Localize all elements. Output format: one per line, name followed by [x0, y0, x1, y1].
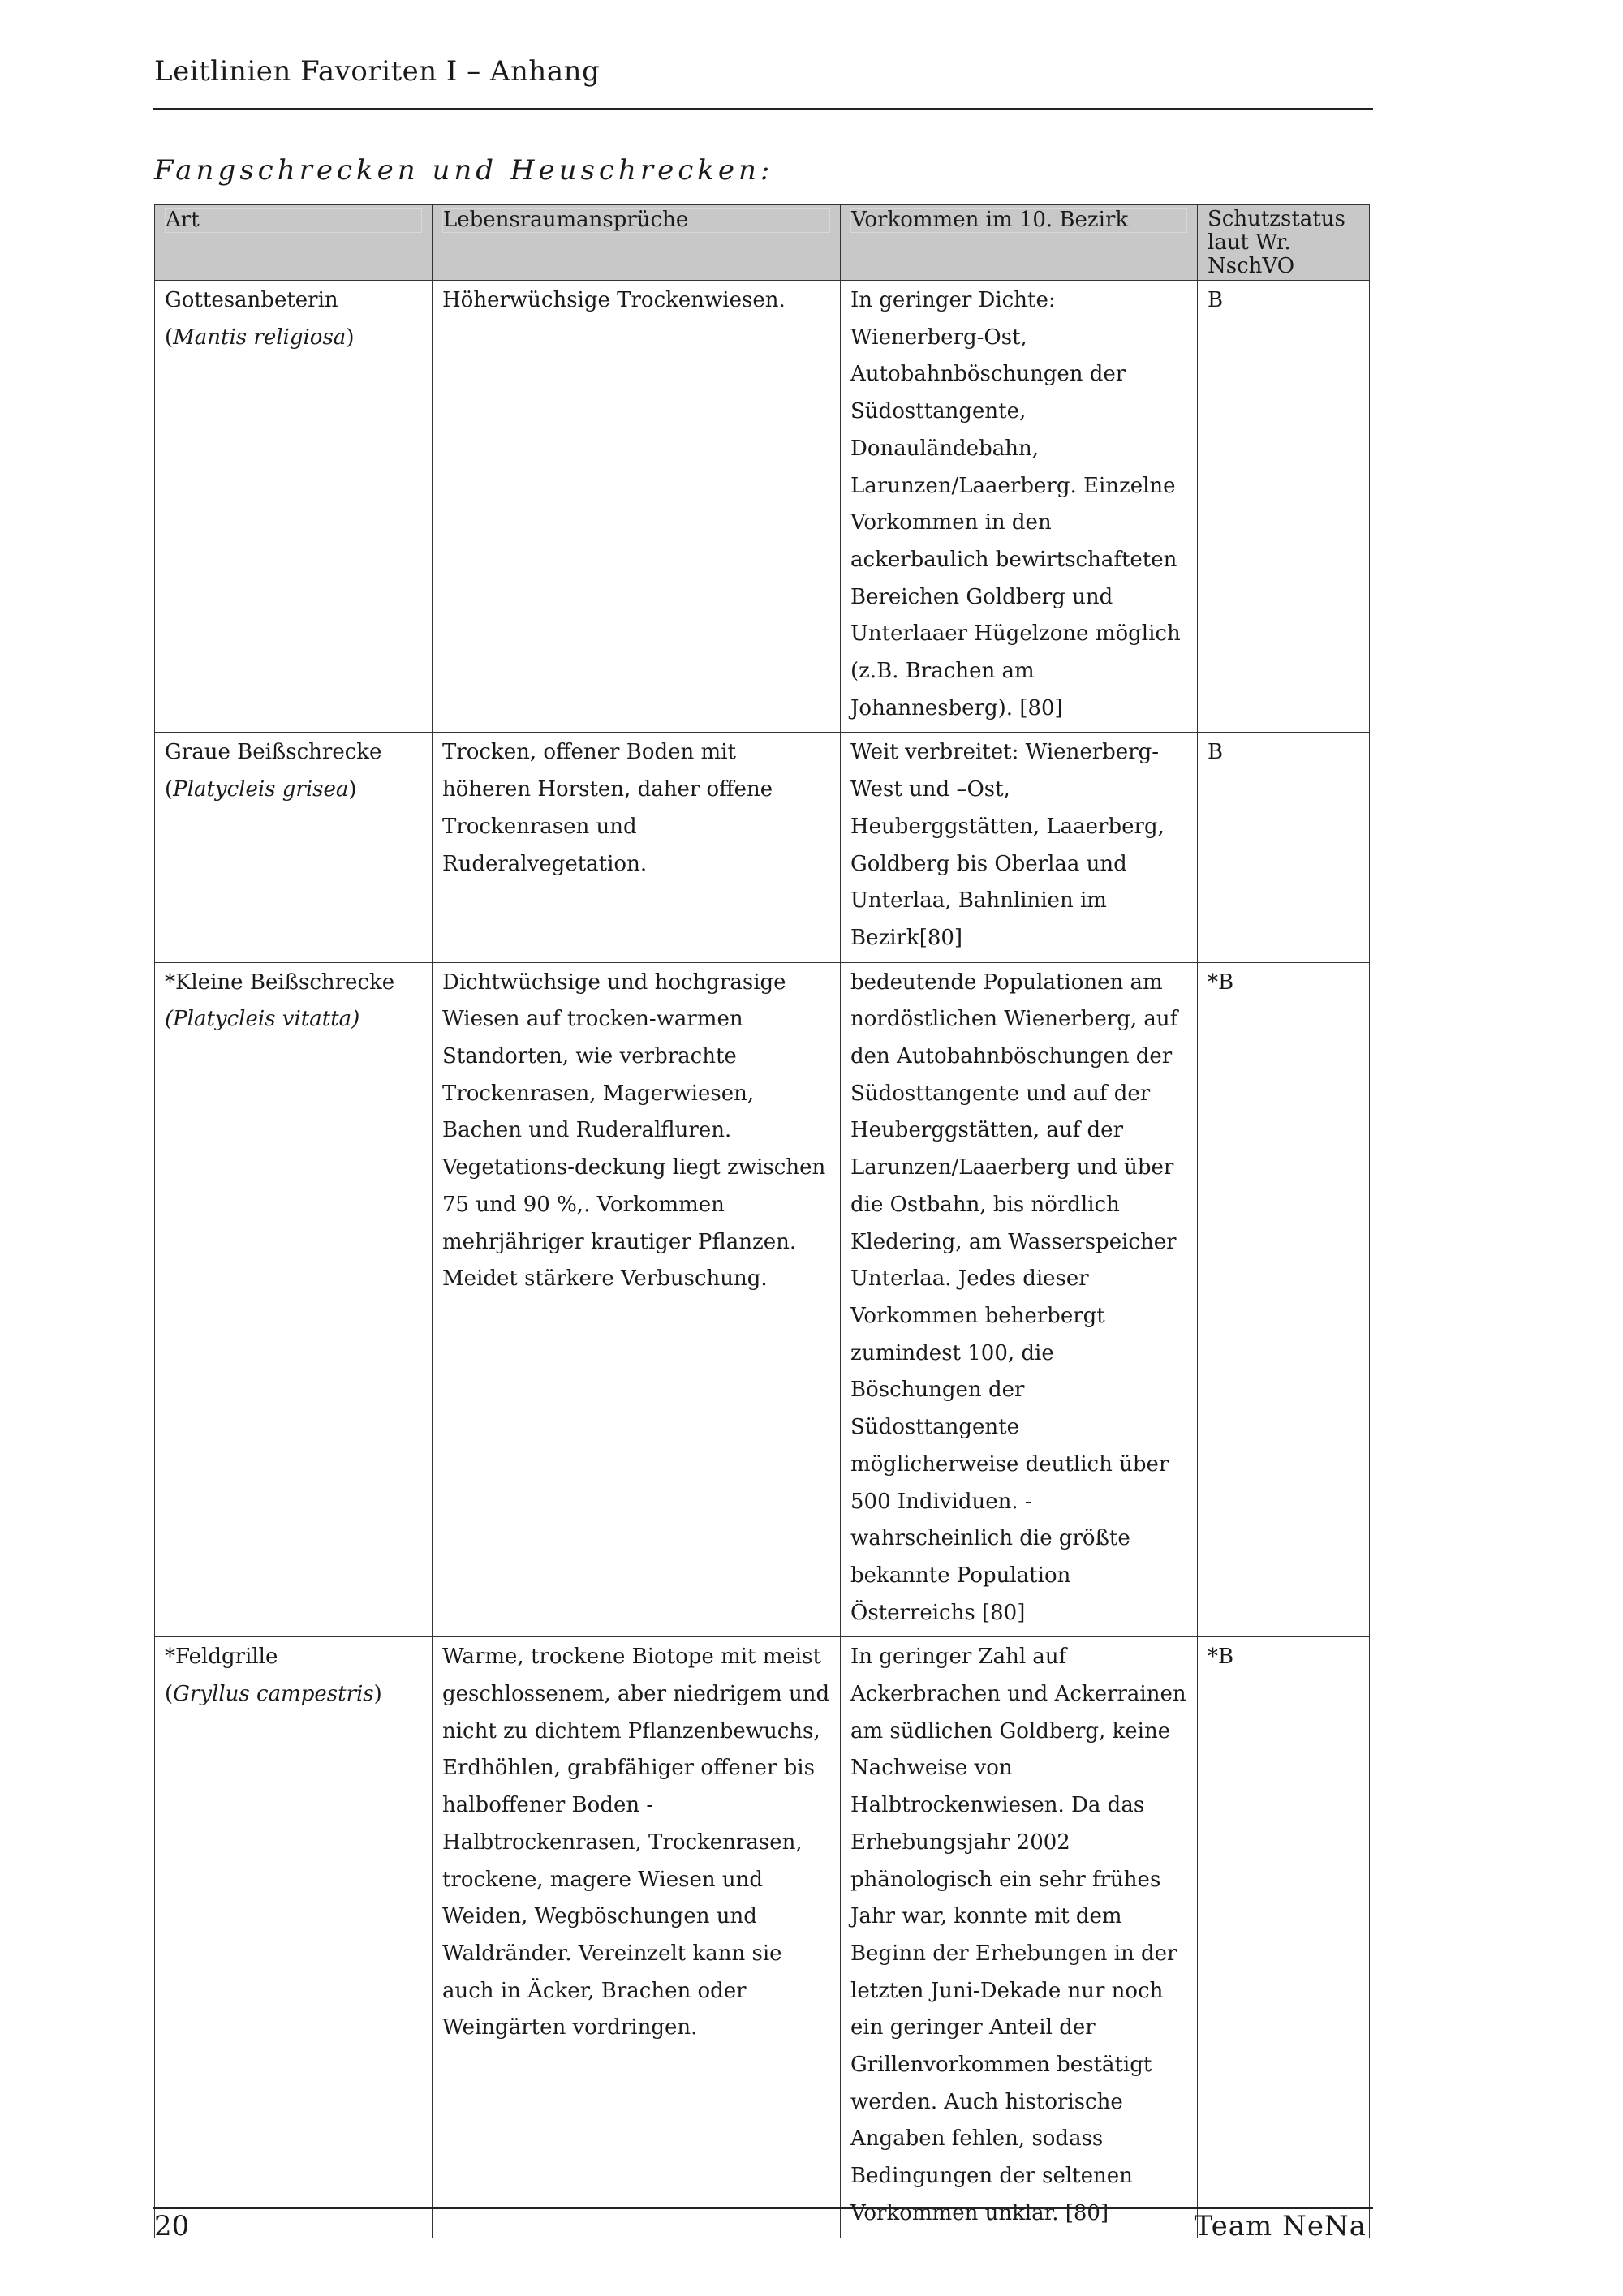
species-scientific-name: (Mantis religiosa) [165, 325, 355, 350]
species-cell [155, 1637, 433, 2238]
species-scientific-name: (Platycleis grisea) [165, 777, 357, 802]
page-header-title: Leitlinien Favoriten I – Anhang [154, 55, 601, 88]
species-common-name: *Kleine Beißschrecke [165, 970, 395, 995]
occurrence-cell: bedeutende Populationen am nordöstlichen Wienerberg, auf den Autobahnböschungen der Südosttangente und auf der Heuberggstätten, auf der Larunzen/Laaerberg und über die Ostbahn, bis nördlich Kledering, am Wasserspeicher Unterlaa. Jedes dieser Vorkommen beherbergt zumindest 100, die Böschungen der Südosttangente möglicherweise deutlich über 500 Individuen. - wahrscheinlich die größte bekannte Population Österreichs [80] [841, 962, 1198, 1637]
species-scientific-name: (Platycleis vitatta) [165, 1007, 360, 1032]
status-cell: *B [1198, 1637, 1370, 2238]
table-row [155, 733, 1370, 962]
status-cell: B [1198, 733, 1370, 962]
table-row [155, 962, 1370, 1637]
header-divider [153, 108, 1373, 110]
column-header-occurrence: Vorkommen im 10. Bezirk [841, 205, 1198, 281]
column-header-status: Schutzstatus laut Wr. NschVO [1198, 205, 1370, 281]
habitat-cell: Warme, trockene Biotope mit meist geschlossenem, aber niedrigem und nicht zu dichtem Pflanzenbewuchs, Erdhöhlen, grabfähiger offener bis halboffener Boden - Halbtrockenrasen, Trockenrasen, trockene, magere Wiesen und Weiden, Wegböschungen und Waldränder. Vereinzelt kann sie auch in Äcker, Brachen oder Weingärten vordringen. [433, 1637, 841, 2238]
species-cell [155, 281, 433, 733]
occurrence-cell: In geringer Zahl auf Ackerbrachen und Ackerrainen am südlichen Goldberg, keine Nachweise von Halbtrockenwiesen. Da das Erhebungsjahr 2002 phänologisch ein sehr frühes Jahr war, konnte mit dem Beginn der Erhebungen in der letzten Juni-Dekade nur noch ein geringer Anteil der Grillenvorkommen bestätigt werden. Auch historische Angaben fehlen, sodass Bedingungen der seltenen Vorkommen unklar. [80] [841, 1637, 1198, 2238]
column-header-habitat: Lebensraumansprüche [433, 205, 841, 281]
table-header-row [155, 205, 1370, 281]
habitat-cell: Höherwüchsige Trockenwiesen. [433, 281, 841, 733]
footer-divider [153, 2207, 1373, 2209]
species-common-name: Gottesanbeterin [165, 288, 338, 312]
status-cell: *B [1198, 962, 1370, 1637]
species-table [154, 204, 1370, 2238]
status-cell: B [1198, 281, 1370, 733]
species-common-name: *Feldgrille [165, 1645, 278, 1670]
species-common-name: Graue Beißschrecke [165, 740, 382, 765]
footer-team-name: Team NeNa [1194, 2210, 1367, 2242]
habitat-cell: Dichtwüchsige und hochgrasige Wiesen auf trocken-warmen Standorten, wie verbrachte Trockenrasen, Magerwiesen, Bachen und Ruderalfluren. Vegetations-deckung liegt zwischen 75 und 90 %,. Vorkommen mehrjähriger krautiger Pflanzen. Meidet stärkere Verbuschung. [433, 962, 841, 1637]
table-row [155, 281, 1370, 733]
species-scientific-name: (Gryllus campestris) [165, 1682, 382, 1707]
species-cell [155, 733, 433, 962]
habitat-cell: Trocken, offener Boden mit höheren Horsten, daher offene Trockenrasen und Ruderalvegetation. [433, 733, 841, 962]
section-title: Fangschrecken und Heuschrecken: [154, 154, 774, 187]
table-row [155, 1637, 1370, 2238]
occurrence-cell: Weit verbreitet: Wienerberg-West und –Ost, Heuberggstätten, Laaerberg, Goldberg bis Oberlaa und Unterlaa, Bahnlinien im Bezirk[80] [841, 733, 1198, 962]
column-header-art: Art [155, 205, 433, 281]
species-cell [155, 962, 433, 1637]
occurrence-cell: In geringer Dichte: Wienerberg-Ost, Autobahnböschungen der Südosttangente, Donauländebahn, Larunzen/Laaerberg. Einzelne Vorkommen in den ackerbaulich bewirtschafteten Bereichen Goldberg und Unterlaaer Hügelzone möglich (z.B. Brachen am Johannesberg). [80] [841, 281, 1198, 733]
page-number: 20 [154, 2210, 190, 2242]
